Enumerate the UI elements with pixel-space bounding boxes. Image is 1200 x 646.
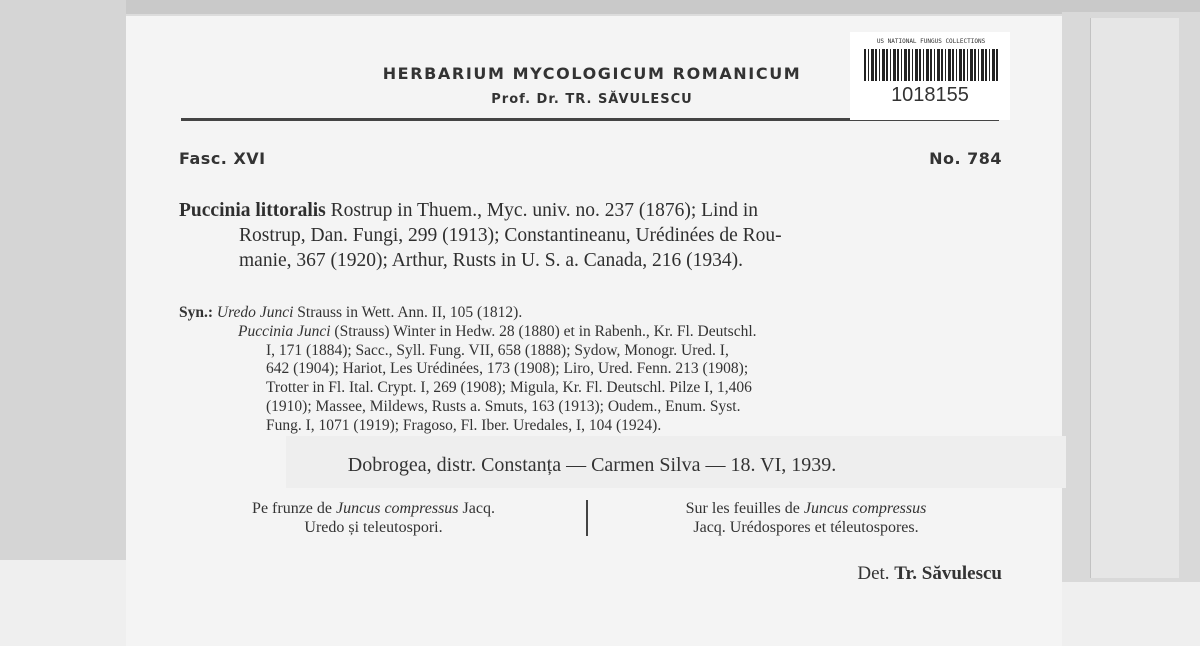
- synonym-2-name: Puccinia Junci: [238, 322, 331, 340]
- background-top-strip: [0, 0, 1200, 14]
- synonym-line: I, 171 (1884); Sacc., Syll. Fung. VII, 658 (1888); Sydow, Monogr. Ured. I,: [266, 341, 729, 359]
- host-ro-name: Juncus compressus: [336, 500, 459, 517]
- barcode-sticker: [850, 32, 1010, 120]
- species-line-1-text: Rostrup in Thuem., Myc. univ. no. 237 (1876); Lind in: [330, 200, 759, 221]
- species-line-2: Rostrup, Dan. Fungi, 299 (1913); Constantineanu, Urédinées de Rou-: [239, 225, 782, 246]
- host-romanian: [176, 499, 571, 537]
- barcode-collection-name: US NATIONAL FUNGUS COLLECTIONS: [876, 38, 986, 45]
- synonym-row-1: [179, 304, 1004, 323]
- background-right-sheet: [1090, 18, 1179, 578]
- synonym-1-citation: Strauss in Wett. Ann. II, 105 (1812).: [297, 304, 523, 321]
- synonym-1-name: Uredo Junci: [216, 304, 294, 321]
- header-subtitle: Prof. Dr. TR. SĂVULESCU: [491, 92, 693, 107]
- host-fr-prefix: Sur les feuilles de: [685, 500, 800, 517]
- species-name: Puccinia littoralis: [179, 200, 326, 221]
- synonym-line: (1910); Massee, Mildews, Rusts a. Smuts, 163 (1913); Oudem., Enum. Syst.: [266, 397, 741, 415]
- host-ro-prefix: Pe frunze de: [252, 500, 333, 517]
- barcode-number: 1018155: [891, 84, 969, 106]
- synonym-label: Syn.:: [179, 304, 214, 321]
- species-line-3: manie, 367 (1920); Arthur, Rusts in U. S. a. Canada, 216 (1934).: [239, 250, 743, 271]
- language-divider: [586, 500, 588, 536]
- host-ro-suffix: Jacq.: [462, 500, 495, 517]
- synonym-line: Fung. I, 1071 (1919); Fragoso, Fl. Iber. Uredales, I, 104 (1924).: [266, 416, 662, 434]
- synonym-line: Trotter in Fl. Ital. Crypt. I, 269 (1908); Migula, Kr. Fl. Deutschl. Pilze I, 1,406: [266, 379, 752, 397]
- header-title: HERBARIUM MYCOLOGICUM ROMANICUM: [382, 64, 802, 83]
- determiner-name: Tr. Săvulescu: [894, 563, 1002, 584]
- synonym-row-2: [179, 323, 1004, 342]
- host-french: [601, 499, 1011, 537]
- determiner-prefix: Det.: [857, 563, 890, 584]
- host-ro-spores: Uredo și teleutospori.: [304, 519, 443, 536]
- barcode-icon: [864, 49, 1000, 81]
- species-line-1: [179, 200, 758, 221]
- locality-text: Dobrogea, distr. Constanța — Carmen Silva — 18. VI, 1939.: [347, 454, 837, 476]
- host-fr-name: Juncus compressus: [803, 500, 927, 517]
- herbarium-label: [126, 16, 1062, 646]
- species-citation: [179, 198, 1001, 273]
- determiner: [857, 563, 1002, 585]
- synonym-line: 642 (1904); Hariot, Les Urédinées, 173 (1908); Liro, Ured. Fenn. 213 (1908);: [266, 360, 749, 378]
- background-left-panel: [0, 0, 126, 560]
- specimen-number: No. 784: [929, 149, 1002, 168]
- fascicle-label: Fasc. XVI: [179, 149, 266, 168]
- synonymy-block: [179, 304, 1004, 436]
- synonym-2-citation: (Strauss) Winter in Hedw. 28 (1880) et in Rabenh., Kr. Fl. Deutschl.: [334, 322, 757, 340]
- host-fr-spores: Jacq. Urédospores et téleutospores.: [693, 519, 919, 536]
